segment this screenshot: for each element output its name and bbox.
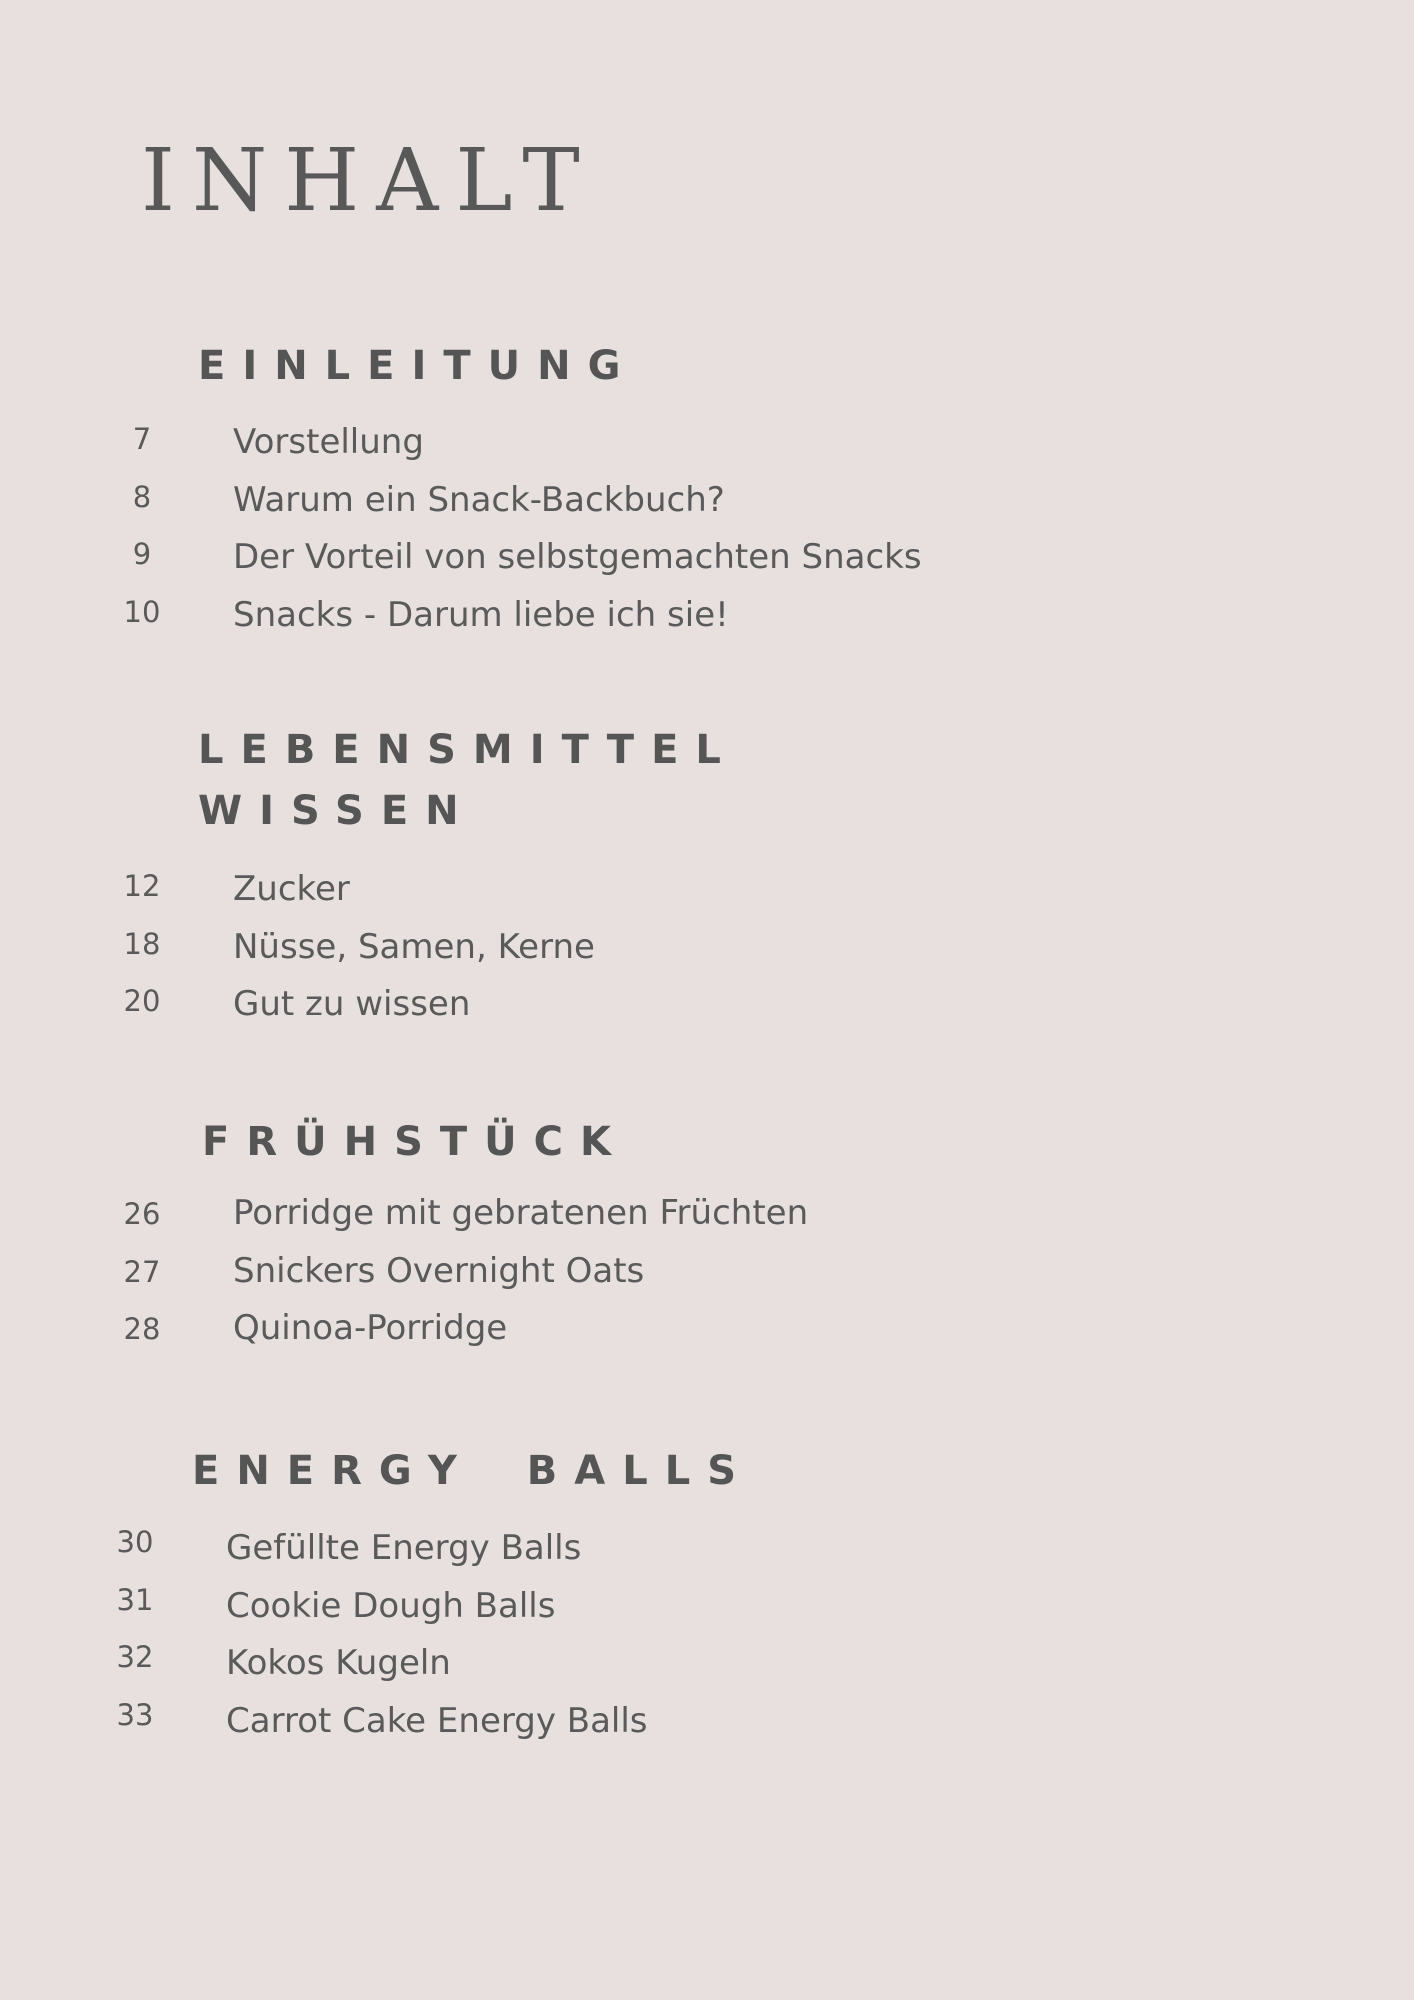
page-number: 10 — [123, 594, 161, 629]
entry-title: Kokos Kugeln — [226, 1643, 451, 1683]
entry-title: Snickers Overnight Oats — [233, 1250, 645, 1291]
section-heading: ENERGY BALLS — [192, 1448, 753, 1494]
page-number: 30 — [116, 1525, 154, 1559]
page-number: 26 — [123, 1197, 161, 1231]
entry-title: Warum ein Snack-Backbuch? — [233, 479, 725, 520]
section-heading: LEBENSMITTEL WISSEN — [198, 727, 738, 834]
page-number: 31 — [116, 1582, 154, 1617]
page-number: 20 — [123, 984, 161, 1018]
entry-title: Quinoa-Porridge — [233, 1308, 508, 1348]
page-number: 8 — [132, 479, 152, 514]
entry-title: Gut zu wissen — [233, 984, 471, 1024]
page-number: 18 — [123, 926, 161, 961]
page-number: 28 — [123, 1312, 161, 1346]
page-title: INHALT — [141, 131, 597, 231]
section-heading: EINLEITUNG — [198, 343, 638, 389]
entry-title: Gefüllte Energy Balls — [226, 1528, 582, 1568]
entry-title: Nüsse, Samen, Kerne — [233, 926, 595, 967]
entry-title: Carrot Cake Energy Balls — [226, 1700, 648, 1741]
page-number: 32 — [116, 1640, 154, 1674]
entry-title: Porridge mit gebratenen Früchten — [233, 1193, 809, 1233]
page-number: 33 — [116, 1697, 154, 1732]
page-number: 27 — [123, 1254, 161, 1289]
page-number: 9 — [132, 537, 152, 571]
entry-title: Snacks - Darum liebe ich sie! — [233, 594, 729, 635]
entry-title: Der Vorteil von selbstgemachten Snacks — [233, 537, 922, 577]
entry-title: Cookie Dough Balls — [226, 1585, 556, 1626]
entry-title: Vorstellung — [233, 422, 424, 462]
page-number: 12 — [123, 869, 161, 903]
section-heading: FRÜHSTÜCK — [202, 1119, 629, 1165]
page-number: 7 — [132, 422, 152, 456]
entry-title: Zucker — [233, 869, 350, 909]
